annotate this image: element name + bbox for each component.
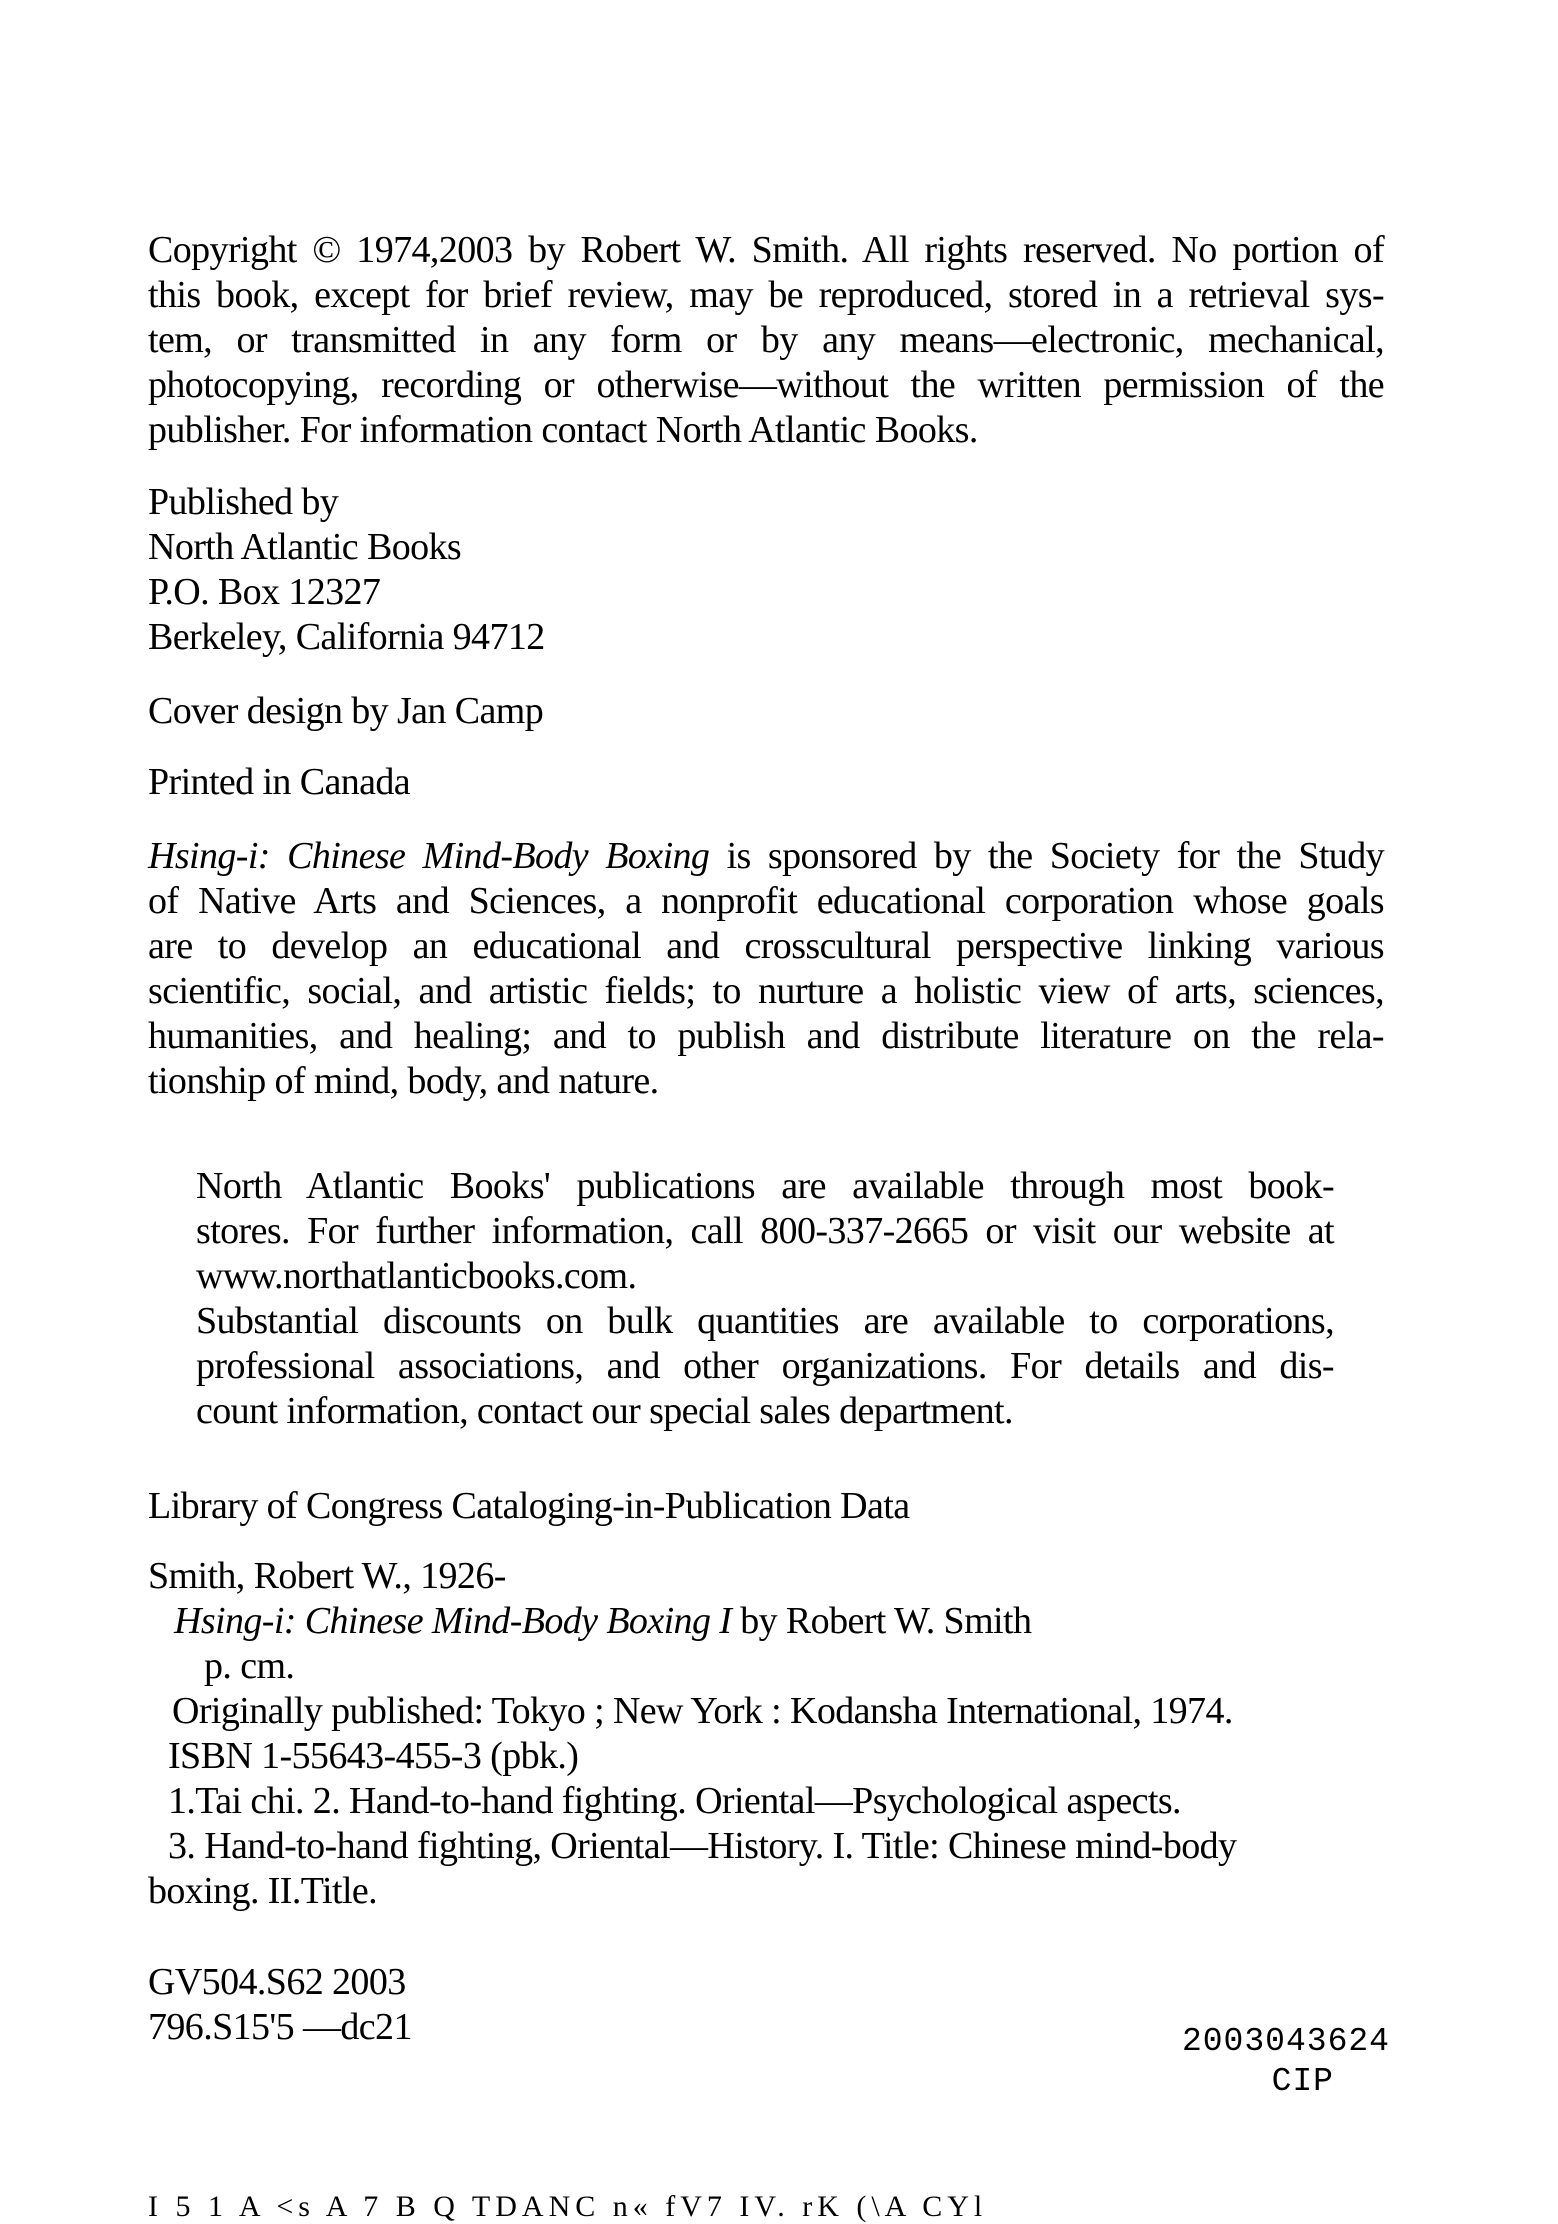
availability-line: stores. For further information, call 800-337-2665 or visit our website at (196, 1210, 1334, 1252)
cip-title-line (148, 1599, 1408, 1644)
cip-subjects: 3. Hand-to-hand fighting, Oriental—History. I. Title: Chinese mind-body (168, 1825, 1237, 1867)
cip-title: Hsing-i: Chinese Mind-Body Boxing I (174, 1600, 732, 1642)
copyright-line: this book, except for brief review, may be reproduced, stored in a retrieval sys- (148, 274, 1384, 316)
lccn-number: 2003043624 (1181, 2023, 1390, 2060)
printer-key-line: I 5 1 A <s A 7 B Q TDANC n« fV7 IV. rK (\A CYl (148, 2190, 988, 2223)
sponsor-first-line (148, 834, 1384, 879)
cip-author: Smith, Robert W., 1926- (148, 1555, 506, 1597)
copyright-notice (148, 228, 1384, 453)
lccn-block (1100, 2022, 1390, 2102)
sponsor-line: tionship of mind, body, and nature. (148, 1060, 659, 1102)
cover-design-text: Cover design by Jan Camp (148, 690, 544, 732)
copyright-line: Copyright © 1974,2003 by Robert W. Smith. All rights reserved. No portion of (148, 229, 1384, 271)
dewey-number: 796.S15'5 —dc21 (148, 2006, 412, 2048)
publisher-address (148, 480, 948, 660)
printed-in (148, 760, 948, 805)
cip-pages: p. cm. (204, 1645, 295, 1687)
cip-record (148, 1554, 1408, 1914)
availability-line: Substantial discounts on bulk quantities are available to corporations, (196, 1300, 1334, 1342)
cip-by: by Robert W. Smith (731, 1600, 1032, 1642)
publisher-line: North Atlantic Books (148, 526, 462, 568)
publisher-line: Berkeley, California 94712 (148, 616, 545, 658)
sponsor-first-line-rest: is sponsored by the Society for the Study (709, 835, 1385, 877)
availability-paragraph (196, 1164, 1334, 1434)
availability-line: count information, contact our special sales department. (196, 1390, 1013, 1432)
book-title: Hsing-i: Chinese Mind-Body Boxing (148, 835, 710, 877)
cip-subjects: 1.Tai chi. 2. Hand-to-hand fighting. Oriental—Psychological aspects. (168, 1780, 1181, 1822)
call-numbers (148, 1960, 948, 2050)
cover-design-credit (148, 689, 948, 734)
availability-line: professional associations, and other organizations. For details and dis- (196, 1345, 1334, 1387)
sponsor-line: scientific, social, and artistic fields; to nurture a holistic view of arts, sciences, (148, 970, 1384, 1012)
copyright-line: photocopying, recording or otherwise—without the written permission of the (148, 364, 1384, 406)
cip-heading (148, 1484, 1348, 1529)
sponsor-line: humanities, and healing; and to publish and distribute literature on the rela- (148, 1015, 1384, 1057)
sponsor-line: of Native Arts and Sciences, a nonprofit educational corporation whose goals (148, 880, 1384, 922)
sponsor-line: are to develop an educational and crosscultural perspective linking various (148, 925, 1384, 967)
cip-heading-text: Library of Congress Cataloging-in-Publication Data (148, 1485, 910, 1527)
publisher-line: P.O. Box 12327 (148, 571, 381, 613)
printed-in-text: Printed in Canada (148, 761, 411, 803)
cip-subjects: boxing. II.Title. (148, 1870, 378, 1912)
cip-isbn: ISBN 1-55643-455-3 (pbk.) (168, 1735, 579, 1777)
cip-label: CIP (1271, 2063, 1334, 2100)
publisher-line: Published by (148, 481, 339, 523)
cip-originally: Originally published: Tokyo ; New York : Kodansha International, 1974. (172, 1690, 1233, 1732)
copyright-line: tem, or transmitted in any form or by any means—electronic, mechanical, (148, 319, 1384, 361)
availability-line: North Atlantic Books' publications are available through most book- (196, 1165, 1334, 1207)
sponsor-paragraph (148, 834, 1384, 1104)
availability-line: www.northatlanticbooks.com. (196, 1255, 637, 1297)
lc-call-number: GV504.S62 2003 (148, 1961, 406, 2003)
copyright-line: publisher. For information contact North Atlantic Books. (148, 409, 978, 451)
